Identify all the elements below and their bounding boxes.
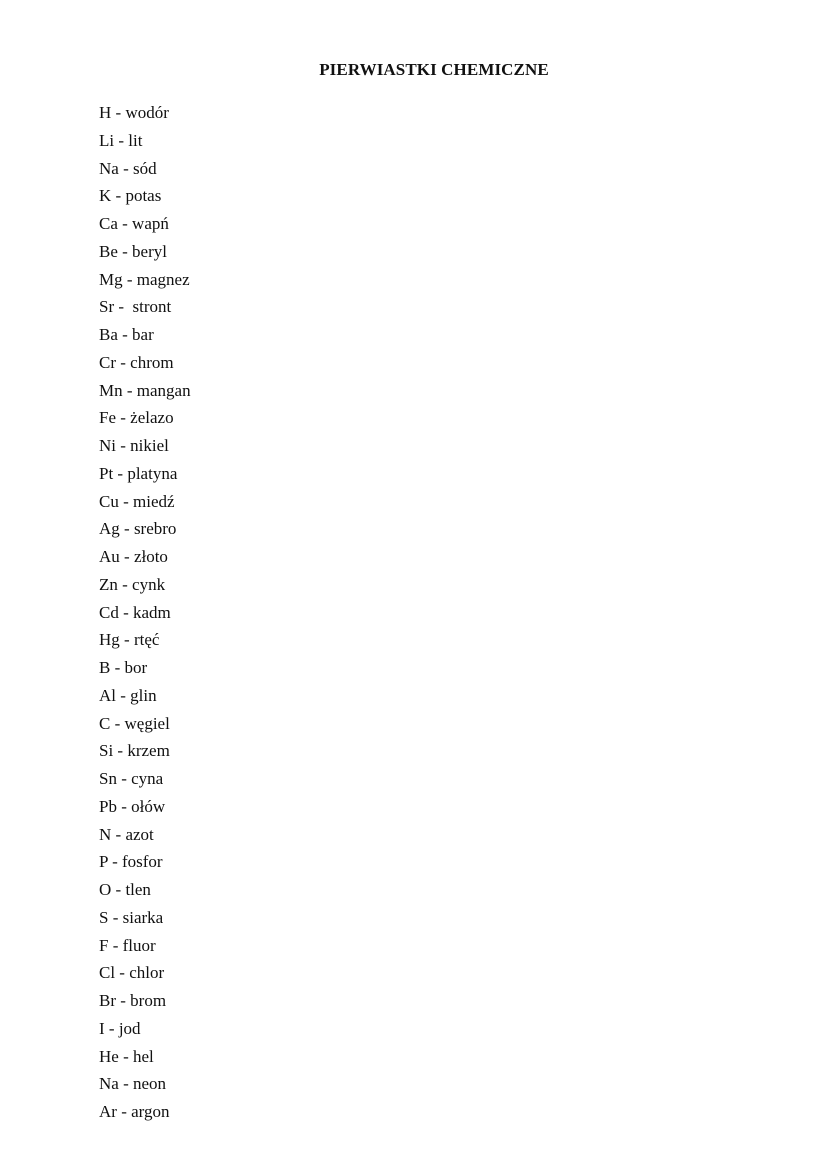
list-item: N - azot bbox=[99, 824, 154, 844]
list-item: Cd - kadm bbox=[99, 602, 171, 622]
list-item: Cr - chrom bbox=[99, 352, 174, 372]
list-item: Pb - ołów bbox=[99, 796, 166, 816]
list-item: Br - brom bbox=[99, 991, 167, 1010]
element-list bbox=[99, 99, 191, 1126]
list-item: S - siarka bbox=[99, 907, 164, 927]
list-item: Mg - magnez bbox=[99, 269, 190, 289]
list-item: Ag - srebro bbox=[99, 519, 177, 539]
list-item: Na - sód bbox=[99, 158, 157, 178]
list-item: Hg - rtęć bbox=[99, 630, 160, 650]
list-item: P - fosfor bbox=[99, 852, 163, 872]
list-item: Na - neon bbox=[99, 1074, 167, 1094]
list-item: Ar - argon bbox=[99, 1102, 170, 1121]
list-item: H - wodór bbox=[99, 103, 169, 122]
list-item: Cu - miedź bbox=[99, 491, 175, 511]
list-item: O - tlen bbox=[99, 880, 151, 899]
list-item: Be - beryl bbox=[99, 241, 167, 261]
list-item: B - bor bbox=[99, 658, 148, 677]
list-item: Ba - bar bbox=[99, 325, 154, 344]
list-item: He - hel bbox=[99, 1046, 154, 1066]
list-item: Mn - mangan bbox=[99, 380, 191, 400]
list-item: K - potas bbox=[99, 186, 162, 206]
list-item: Li - lit bbox=[99, 130, 143, 150]
list-item: Ni - nikiel bbox=[99, 436, 169, 455]
list-item: Pt - platyna bbox=[99, 463, 178, 483]
list-item: Si - krzem bbox=[99, 741, 170, 761]
list-item: Sr - stront bbox=[99, 297, 172, 317]
list-item: C - węgiel bbox=[99, 713, 170, 733]
list-item: Zn - cynk bbox=[99, 574, 166, 594]
list-item: Au - złoto bbox=[99, 547, 168, 566]
list-item: F - fluor bbox=[99, 935, 156, 955]
list-item: Al - glin bbox=[99, 685, 157, 705]
list-item: Cl - chlor bbox=[99, 963, 165, 983]
list-item: Ca - wapń bbox=[99, 214, 169, 233]
list-item: Fe - żelazo bbox=[99, 408, 174, 428]
list-item: I - jod bbox=[99, 1018, 141, 1038]
list-item: Sn - cyna bbox=[99, 769, 164, 788]
page-title: PIERWIASTKI CHEMICZNE bbox=[319, 60, 549, 79]
